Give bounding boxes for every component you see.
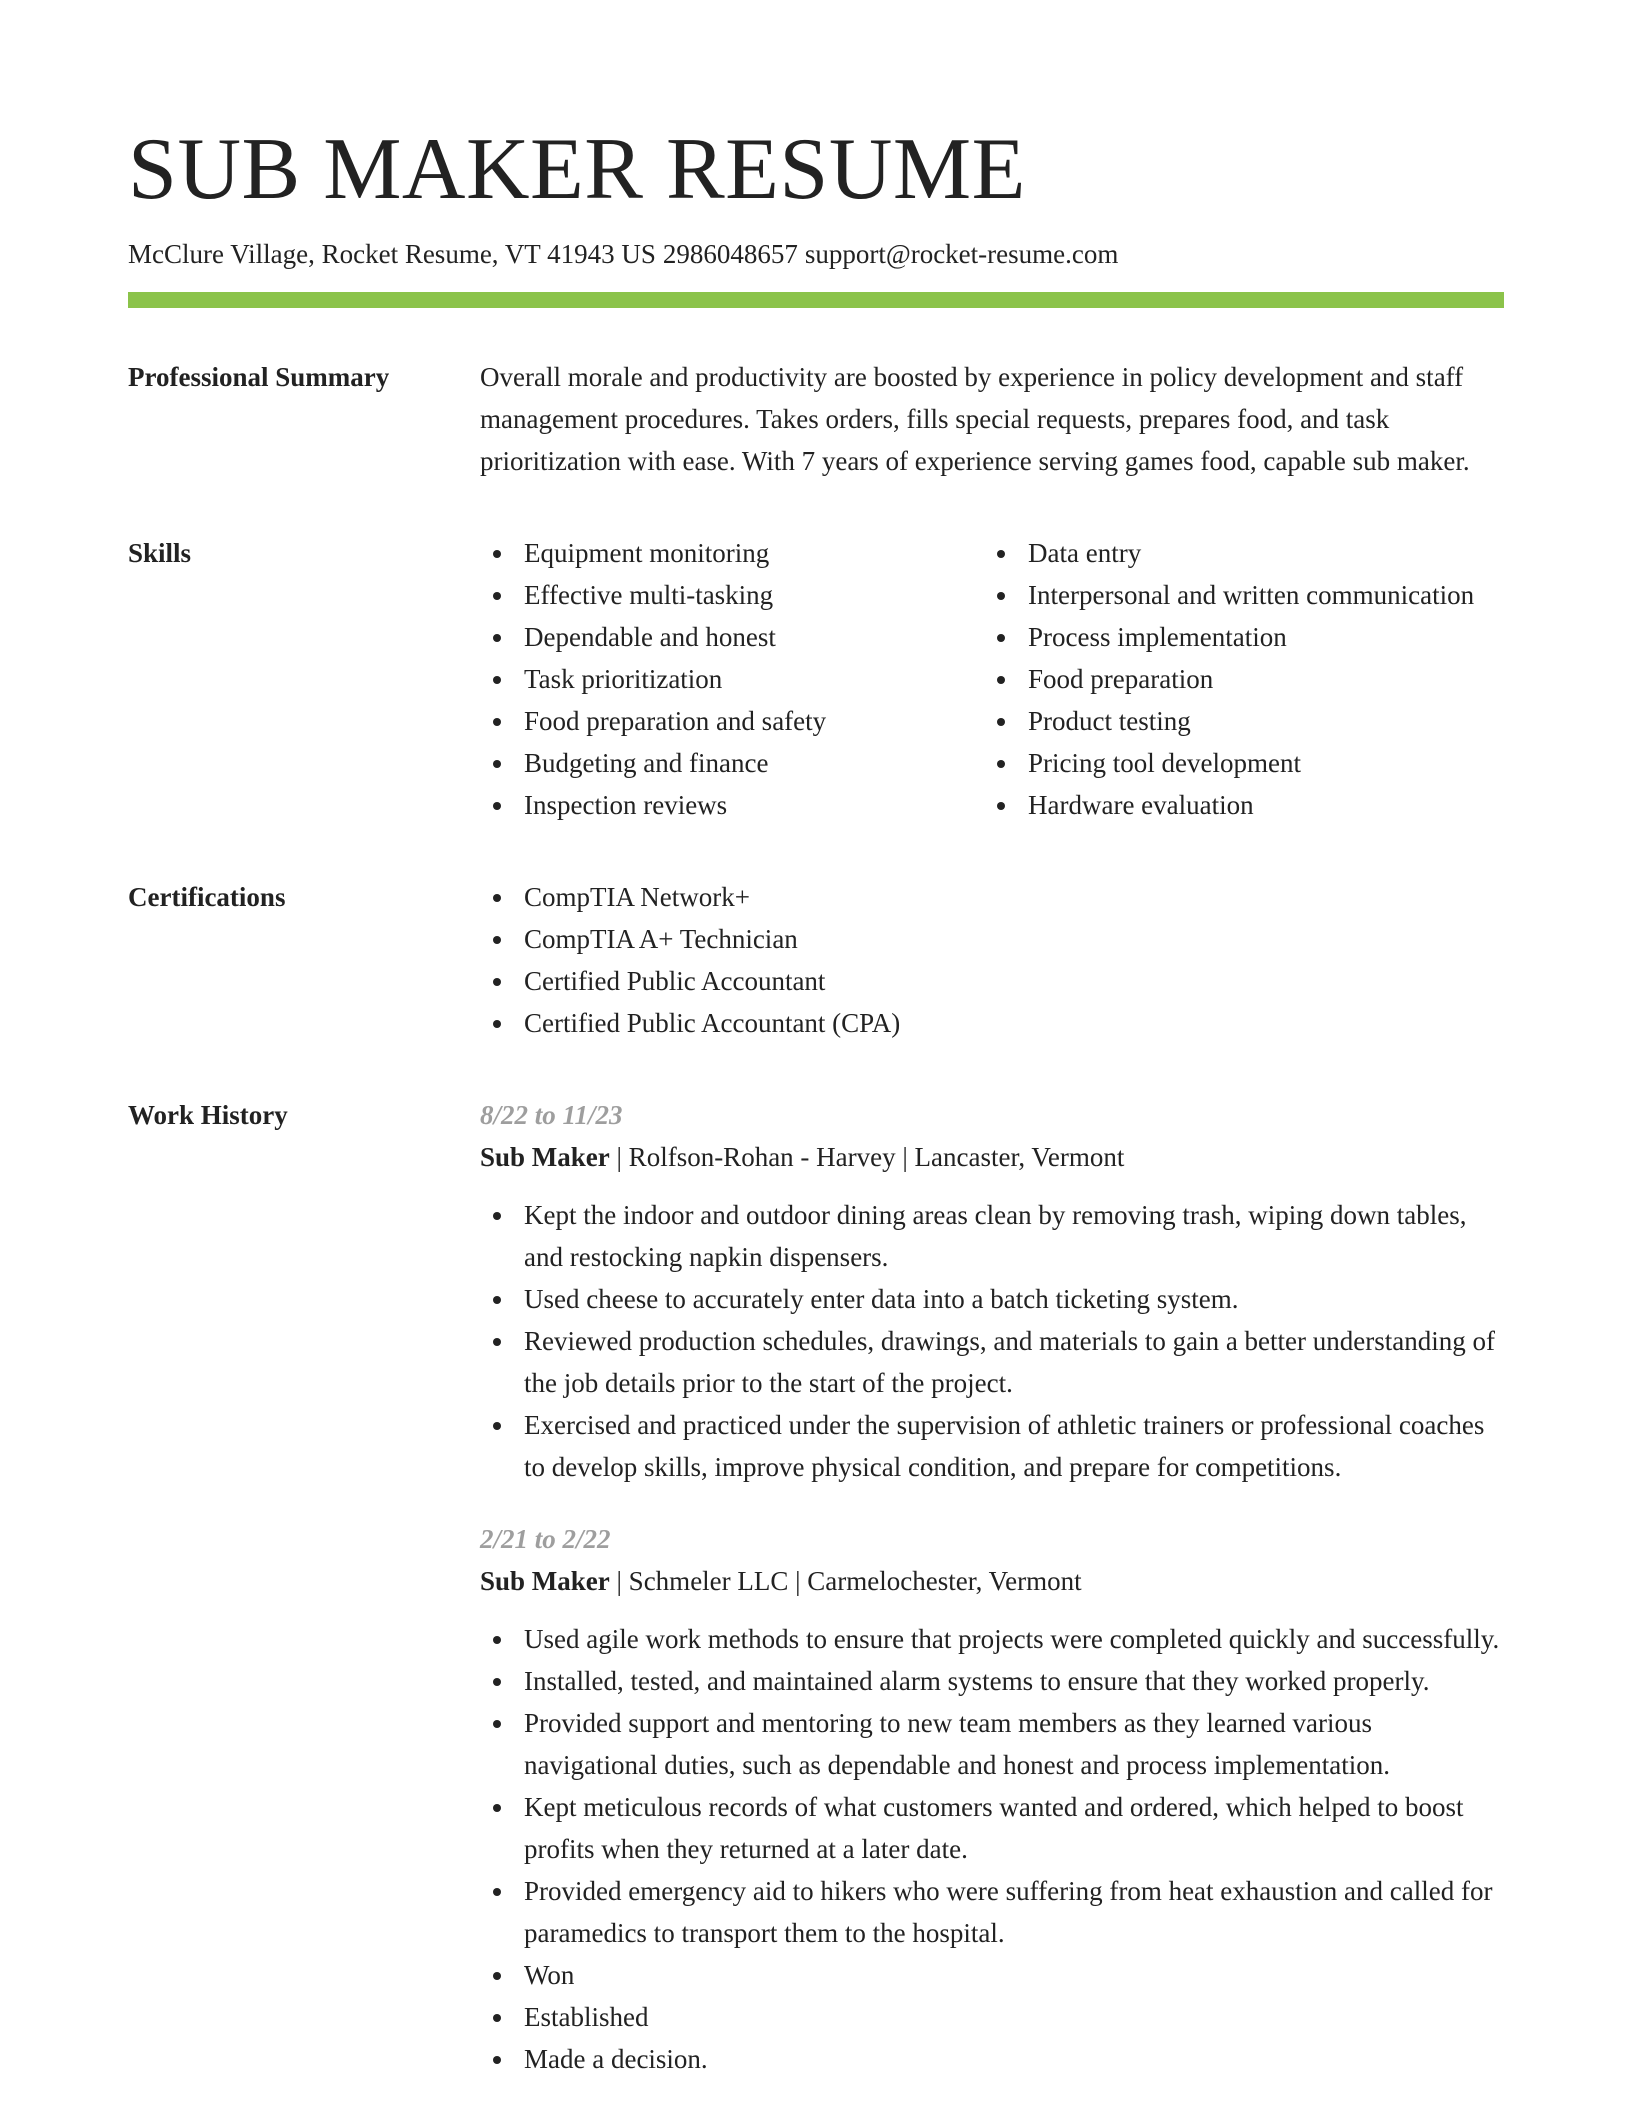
summary-section [128, 356, 1504, 482]
section-title-work-history: Work History [128, 1100, 288, 1130]
certification-item: Certified Public Accountant (CPA) [480, 1002, 1504, 1044]
certifications-list [480, 876, 1504, 1044]
job-duty: Provided support and mentoring to new team members as they learned various navigational duties, such as dependable and honest and process implementation. [480, 1702, 1504, 1786]
job-entry [480, 1094, 1504, 1488]
job-title: Sub Maker [480, 1566, 610, 1596]
skill-item: Interpersonal and written communication [984, 574, 1504, 616]
skill-item: Process implementation [984, 616, 1504, 658]
skills-list-left [480, 532, 984, 826]
work-history-section [128, 1094, 1504, 2080]
summary-text: Overall morale and productivity are boosted by experience in policy development and staff management procedures. Takes orders, fills special requests, prepares food, and task prioritization with ease. With 7 years of experience serving games food, capable sub maker. [480, 362, 1470, 476]
certifications-section [128, 876, 1504, 1044]
contact-phone: 2986048657 [662, 239, 798, 269]
contact-email: support@rocket-resume.com [804, 239, 1119, 269]
job-duty: Used agile work methods to ensure that projects were completed quickly and successfully. [480, 1618, 1504, 1660]
skill-item: Budgeting and finance [480, 742, 984, 784]
skills-columns [480, 532, 1504, 826]
skill-item: Dependable and honest [480, 616, 984, 658]
work-history-body [480, 1094, 1504, 2080]
resume-name: SUB MAKER RESUME [128, 121, 1026, 218]
contact-line [128, 237, 1504, 271]
skills-list-right [984, 532, 1504, 826]
skill-item: Pricing tool development [984, 742, 1504, 784]
section-title-skills: Skills [128, 538, 192, 568]
job-entry [480, 1518, 1504, 2080]
job-duty: Installed, tested, and maintained alarm systems to ensure that they worked properly. [480, 1660, 1504, 1702]
job-employer-location: | Schmeler LLC | Carmelochester, Vermont [609, 1566, 1082, 1596]
job-duty: Made a decision. [480, 2038, 1504, 2080]
job-title: Sub Maker [480, 1142, 610, 1172]
section-title-certifications: Certifications [128, 882, 286, 912]
skill-item: Inspection reviews [480, 784, 984, 826]
header-divider [128, 292, 1504, 308]
job-heading [480, 1560, 1504, 1602]
skill-item: Food preparation [984, 658, 1504, 700]
job-duty: Established [480, 1996, 1504, 2038]
job-duty: Used cheese to accurately enter data into a batch ticketing system. [480, 1278, 1504, 1320]
skill-item: Effective multi-tasking [480, 574, 984, 616]
job-heading [480, 1136, 1504, 1178]
certifications-body [480, 876, 1504, 1044]
skill-item: Hardware evaluation [984, 784, 1504, 826]
contact-address: McClure Village, Rocket Resume, VT 41943 US [128, 239, 656, 269]
skill-item: Data entry [984, 532, 1504, 574]
certification-item: CompTIA A+ Technician [480, 918, 1504, 960]
skill-item: Product testing [984, 700, 1504, 742]
job-duty: Provided emergency aid to hikers who were suffering from heat exhaustion and called for paramedics to transport them to the hospital. [480, 1870, 1504, 1954]
section-title-summary: Professional Summary [128, 362, 390, 392]
certification-item: Certified Public Accountant [480, 960, 1504, 1002]
resume-header [128, 115, 1504, 308]
skill-item: Task prioritization [480, 658, 984, 700]
skills-section [128, 532, 1504, 826]
job-duty: Kept the indoor and outdoor dining areas clean by removing trash, wiping down tables, and restocking napkin dispensers. [480, 1194, 1504, 1278]
job-employer-location: | Rolfson-Rohan - Harvey | Lancaster, Vermont [609, 1142, 1125, 1172]
job-duty: Won [480, 1954, 1504, 1996]
job-duties-list [480, 1618, 1504, 2080]
job-duty: Reviewed production schedules, drawings, and materials to gain a better understanding of the job details prior to the start of the project. [480, 1320, 1504, 1404]
skill-item: Equipment monitoring [480, 532, 984, 574]
skill-item: Food preparation and safety [480, 700, 984, 742]
job-dates: 2/21 to 2/22 [480, 1524, 611, 1554]
job-dates: 8/22 to 11/23 [480, 1100, 623, 1130]
job-duty: Kept meticulous records of what customers wanted and ordered, which helped to boost profits when they returned at a later date. [480, 1786, 1504, 1870]
job-duties-list [480, 1194, 1504, 1488]
certification-item: CompTIA Network+ [480, 876, 1504, 918]
job-duty: Exercised and practiced under the supervision of athletic trainers or professional coaches to develop skills, improve physical condition, and prepare for competitions. [480, 1404, 1504, 1488]
